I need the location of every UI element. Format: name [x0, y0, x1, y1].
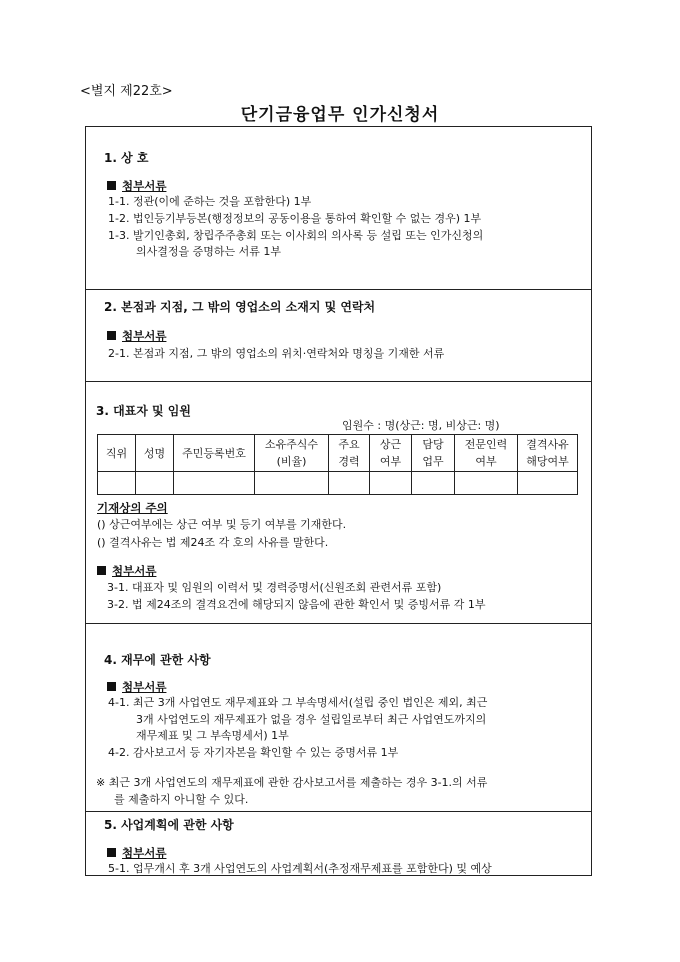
form-number: <별지 제22호>	[80, 84, 173, 99]
table-header-cell: 성명	[136, 435, 174, 472]
table-header-cell: 상근 여부	[370, 435, 412, 472]
note-item: () 결격사유는 법 제24조 각 호의 사유를 말한다.	[97, 536, 329, 549]
table-row	[98, 472, 578, 495]
table-cell	[136, 472, 174, 495]
attachment-heading: 첨부서류	[107, 845, 166, 861]
list-item: 4-1. 최근 3개 사업연도 재무제표와 그 부속명세서(설립 중인 법인은 제외, 최근	[108, 696, 488, 709]
square-bullet-icon	[97, 566, 106, 575]
attachment-heading: 첨부서류	[97, 563, 156, 579]
section-divider	[85, 811, 592, 812]
attachment-heading: 첨부서류	[107, 328, 166, 344]
document-title: 단기금융업무 인가신청서	[240, 105, 440, 125]
section-4-title: 4. 재무에 관한 사항	[104, 653, 211, 667]
section-2-title: 2. 본점과 지점, 그 밖의 영업소의 소재지 및 연락처	[104, 300, 376, 314]
footnote: ※ 최근 3개 사업연도의 재무제표에 관한 감사보고서를 제출하는 경우 3-1.의 서류	[96, 776, 488, 789]
table-header-cell: 소유주식수 (비율)	[255, 435, 329, 472]
list-item: 1-3. 발기인총회, 창립주주총회 또는 이사회의 의사록 등 설립 또는 인가신청의	[108, 229, 484, 242]
list-item: 1-1. 정관(이에 준하는 것을 포함한다) 1부	[108, 195, 312, 208]
square-bullet-icon	[107, 848, 116, 857]
section-divider	[85, 623, 592, 624]
square-bullet-icon	[107, 682, 116, 691]
list-item: 3개 사업연도의 재무제표가 없을 경우 설립일로부터 최근 사업연도까지의	[136, 713, 487, 726]
section-divider	[85, 381, 592, 382]
table-header-cell: 담당 업무	[412, 435, 455, 472]
footnote: 를 제출하지 아니할 수 있다.	[114, 793, 249, 806]
list-item: 2-1. 본점과 지점, 그 밖의 영업소의 위치·연락처와 명칭을 기재한 서류	[108, 347, 445, 360]
notes-heading: 기재상의 주의	[97, 501, 168, 515]
list-item: 의사결정을 증명하는 서류 1부	[136, 245, 281, 258]
section-3-title: 3. 대표자 및 임원	[96, 404, 191, 418]
table-cell	[174, 472, 255, 495]
officer-table	[97, 434, 578, 495]
list-item: 1-2. 법인등기부등본(행정정보의 공동이용을 통하여 확인할 수 없는 경우) 1부	[108, 212, 482, 225]
list-item: 5-1. 업무개시 후 3개 사업연도의 사업계획서(추정재무제표를 포함한다) 및 예상	[108, 862, 492, 875]
square-bullet-icon	[107, 181, 116, 190]
note-item: () 상근여부에는 상근 여부 및 등기 여부를 기재한다.	[97, 518, 347, 531]
table-cell	[370, 472, 412, 495]
attachment-heading: 첨부서류	[107, 178, 166, 194]
table-header-cell: 결격사유 해당여부	[518, 435, 578, 472]
attachment-heading: 첨부서류	[107, 679, 166, 695]
section-1-title: 1. 상 호	[104, 151, 149, 165]
list-item: 3-2. 법 제24조의 결격요건에 해당되지 않음에 관한 확인서 및 증빙서류 각 1부	[107, 598, 486, 611]
table-cell	[98, 472, 136, 495]
section-5-title: 5. 사업계획에 관한 사항	[104, 818, 234, 832]
list-item: 4-2. 감사보고서 등 자기자본을 확인할 수 있는 증명서류 1부	[108, 746, 399, 759]
table-cell	[412, 472, 455, 495]
list-item: 3-1. 대표자 및 임원의 이력서 및 경력증명서(신원조회 관련서류 포함)	[107, 581, 442, 594]
table-cell	[455, 472, 518, 495]
table-header-row	[98, 435, 578, 472]
table-header-cell: 전문인력 여부	[455, 435, 518, 472]
table-cell	[329, 472, 370, 495]
table-cell	[518, 472, 578, 495]
table-header-cell: 직위	[98, 435, 136, 472]
table-header-cell: 주요 경력	[329, 435, 370, 472]
table-header-cell: 주민등록번호	[174, 435, 255, 472]
square-bullet-icon	[107, 331, 116, 340]
officer-count: 임원수 : 명(상근: 명, 비상근: 명)	[342, 419, 500, 432]
section-divider	[85, 289, 592, 290]
list-item: 재무제표 및 그 부속명세서) 1부	[136, 729, 289, 742]
table-cell	[255, 472, 329, 495]
